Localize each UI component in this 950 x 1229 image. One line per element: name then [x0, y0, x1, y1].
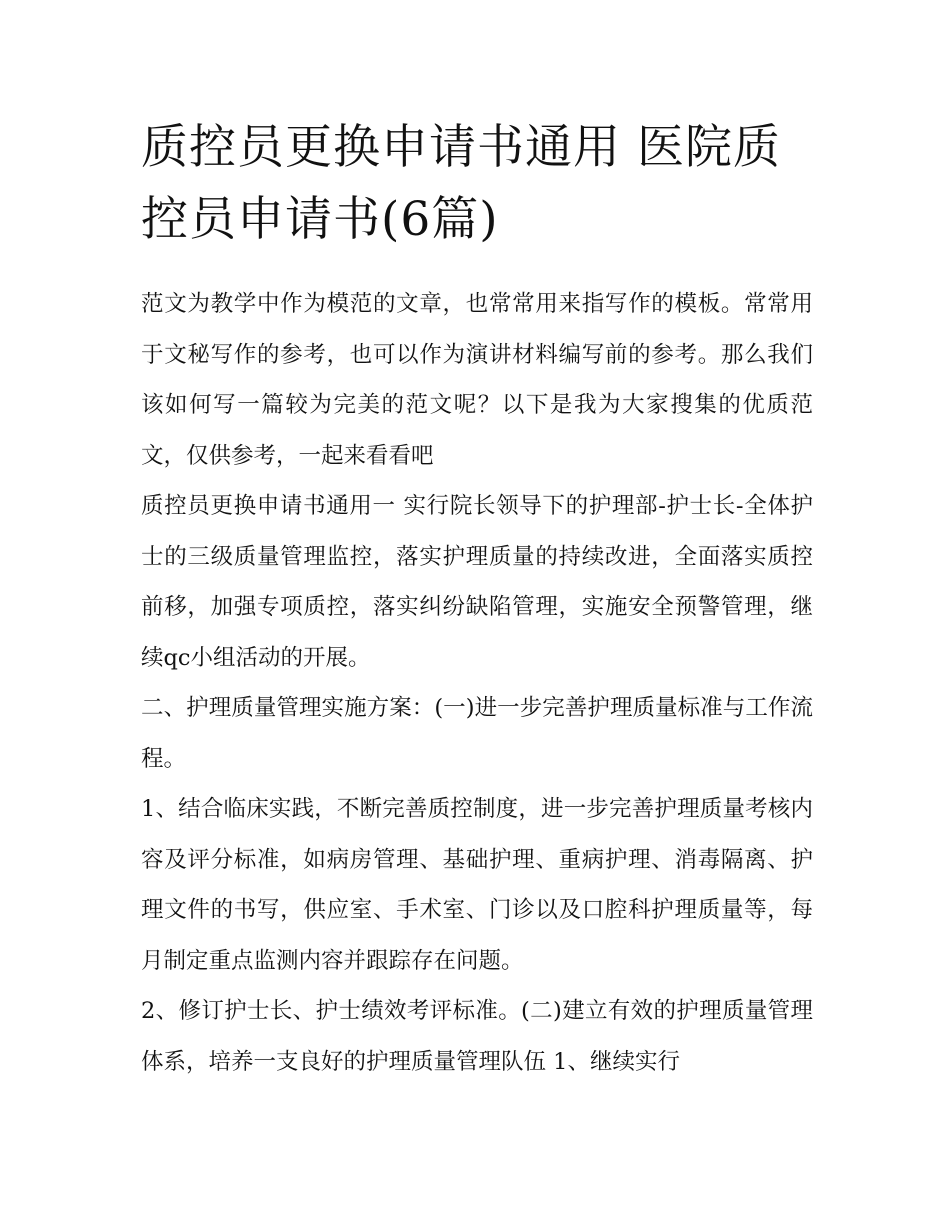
paragraph-item-one: 1、结合临床实践，不断完善质控制度，进一步完善护理质量考核内容及评分标准，如病房管理、基础护理、重病护理、消毒隔离、护理文件的书写，供应室、手术室、门诊以及口腔科护理质量等，每月制定重点监测内容并跟踪存在问题。 [141, 796, 813, 974]
paragraph-item-two: 2、修订护士长、护士绩效考评标准。(二)建立有效的护理质量管理体系，培养一支良好的护理质量管理队伍 1、继续实行 [141, 998, 813, 1075]
document-title: 质控员更换申请书通用 医院质控员申请书(6篇) [141, 120, 781, 247]
paragraph-section-two-heading: 二、护理质量管理实施方案：(一)进一步完善护理质量标准与工作流程。 [141, 695, 813, 772]
paragraph-intro: 范文为教学中作为模范的文章，也常常用来指写作的模板。常常用于文秘写作的参考，也可以作为演讲材料编写前的参考。那么我们该如何写一篇较为完美的范文呢？以下是我为大家搜集的优质范文，仅供参考，一起来看看吧 [141, 291, 813, 469]
document-content [141, 112, 813, 1087]
document-body [141, 279, 813, 1087]
paragraph-section-one: 质控员更换申请书通用一 实行院长领导下的护理部-护士长-全体护士的三级质量管理监控，落实护理质量的持续改进，全面落实质控前移，加强专项质控，落实纠纷缺陷管理，实施安全预警管理，继续qc小组活动的开展。 [141, 493, 813, 671]
